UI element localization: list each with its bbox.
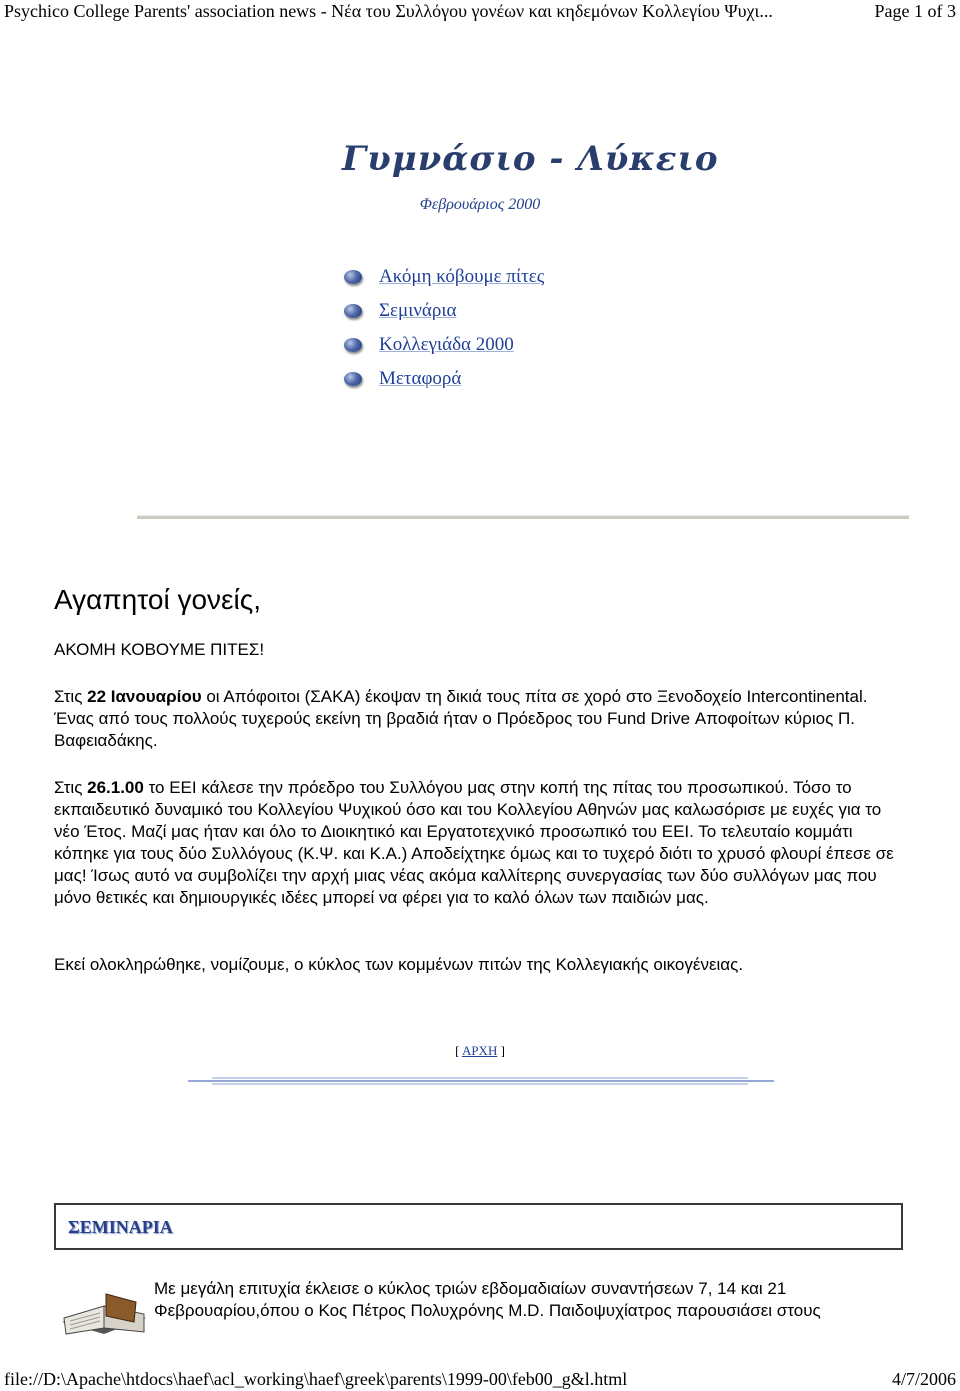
school-logo — [338, 134, 719, 184]
menu-link-metafora[interactable]: Μεταφορά — [379, 368, 462, 389]
blue-ball-bullet-icon — [344, 304, 362, 318]
open-book-icon — [60, 1288, 148, 1336]
p1-pre: Στις — [54, 687, 88, 706]
document-title: Psychico College Parents' association news - Νέα του Συλλόγου γονέων και κηδεμόνων Κολλεγίου Ψυχι... — [4, 1, 773, 21]
blue-ball-bullet-icon — [344, 372, 362, 386]
greeting: Αγαπητοί γονείς, — [54, 584, 262, 615]
menu-item-kollegiada[interactable] — [344, 328, 544, 362]
article-paragraph-2 — [54, 777, 904, 909]
menu-item-metafora[interactable] — [344, 362, 544, 396]
double-rule-divider — [188, 1077, 774, 1087]
article-paragraph-1 — [54, 686, 904, 752]
file-path: file://D:\Apache\htdocs\haef\acl_working\haef\greek\parents\1999-00\feb00_g&l.html — [4, 1369, 628, 1389]
issue-date: Φεβρουάριος 2000 — [419, 196, 541, 213]
section-header-box — [54, 1203, 903, 1250]
horizontal-divider — [137, 515, 909, 519]
menu-link-seminaria[interactable]: Σεμινάρια — [379, 300, 457, 321]
p1-date: 22 Ιανουαρίου — [87, 687, 202, 706]
article-menu — [344, 260, 544, 396]
page-number: Page 1 of 3 — [874, 1, 956, 21]
back-to-top-link[interactable]: ΑΡΧΗ — [461, 1043, 498, 1058]
menu-link-kollegiada[interactable]: Κολλεγιάδα 2000 — [379, 334, 514, 355]
p2-date: 26.1.00 — [87, 778, 144, 797]
article-heading: ΑΚΟΜΗ ΚΟΒΟΥΜΕ ΠΙΤΕΣ! — [54, 640, 265, 659]
bracket-open: [ — [455, 1043, 462, 1058]
p2-pre: Στις — [54, 778, 88, 797]
blue-ball-bullet-icon — [344, 338, 362, 352]
back-to-top — [0, 1043, 960, 1059]
section-title-seminaria: ΣΕΜΙΝΑΡΙΑ — [68, 1217, 173, 1237]
seminar-paragraph: Με μεγάλη επιτυχία έκλεισε ο κύκλος τριών εβδομαδιαίων συναντήσεων 7, 14 και 21 Φεβρουαρίου,όπου ο Κος Πέτρος Πολυχρόνης M.D. Παιδοψυχίατρος παρουσιάσει στους — [154, 1279, 821, 1320]
p1-text: οι Απόφοιτοι (ΣΑΚΑ) έκοψαν τη δικιά τους πίτα σε χορό στο Ξενοδοχείο Intercontinental. Ένας από τους πολλούς τυχερούς εκείνη τη βραδιά ήταν ο Πρόεδρος του Fund Drive Αποφοίτων κύριος Π. Βαφειαδάκης. — [54, 687, 868, 750]
blue-ball-bullet-icon — [344, 270, 362, 284]
print-date: 4/7/2006 — [891, 1369, 956, 1389]
article-paragraph-3: Εκεί ολοκληρώθηκε, νομίζουμε, ο κύκλος των κομμένων πιτών της Κολλεγιακής οικογένειας. — [54, 955, 744, 974]
logo-text: Γυμνάσιο - Λύκειο — [342, 139, 719, 179]
p2-text: το ΕΕΙ κάλεσε την πρόεδρο του Συλλόγου μας στην κοπή της πίτας του προσωπικού. Τόσο το εκπαιδευτικό δυναμικό του Κολλεγίου Ψυχικού όσο και του Κολλεγίου Αθηνών μας καλωσόρισε με ευχές για το νέο Έτος. Μαζί μας ήταν και όλο το Διοικητικό και Εργατοτεχνικό προσωπικό του ΕΕΙ. Το τελευταίο κομμάτι κόπηκε για τους δύο Συλλόγους (Κ.Ψ. και Κ.Α.) Αποδείχτηκε όμως και το τυχερό διότι το χρυσό φλουρί έπεσε σε μας! Ίσως αυτό να συμβολίζει την αρχή μιας νέας ακόμα καλλίτερης συνεργασίας των δύο συλλόγων μας που μόνο θετικές και δημιουργικές ιδέες μπορεί να φέρει για το καλό όλων των παιδιών μας. — [54, 778, 894, 907]
menu-item-seminaria[interactable] — [344, 294, 544, 328]
bracket-close: ] — [497, 1043, 505, 1058]
menu-link-pites[interactable]: Ακόμη κόβουμε πίτες — [379, 266, 545, 287]
menu-item-pites[interactable] — [344, 260, 544, 294]
